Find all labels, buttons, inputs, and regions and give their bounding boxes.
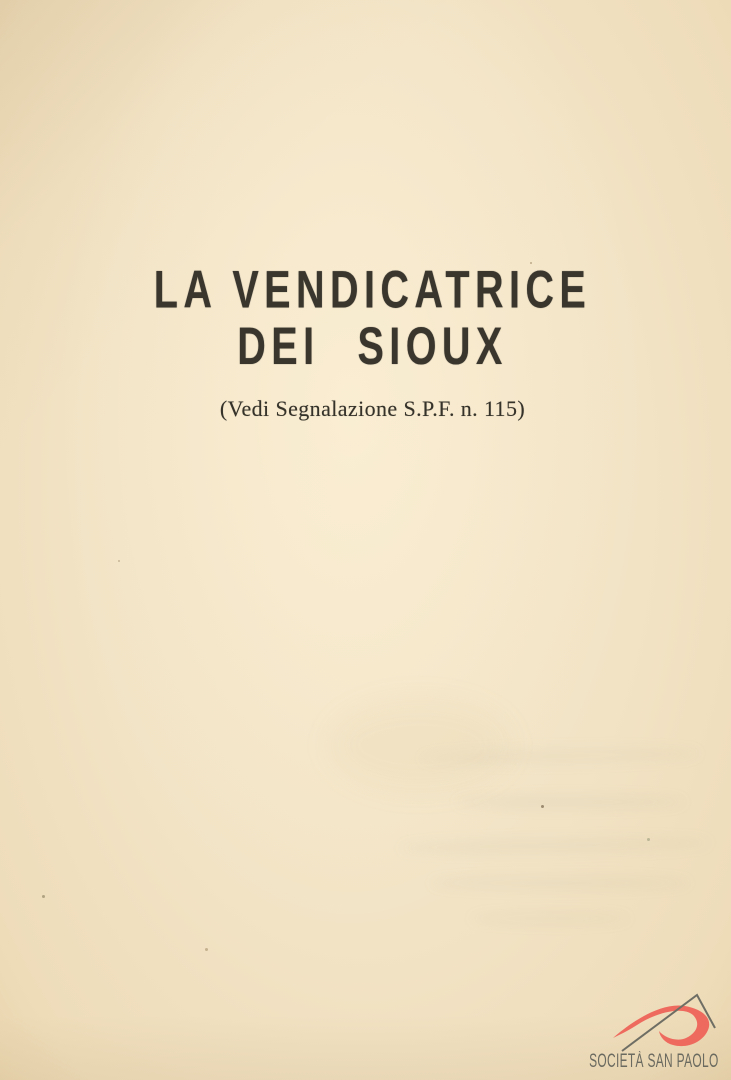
paper-speck xyxy=(647,838,650,841)
paper-speck xyxy=(541,805,544,808)
title-block xyxy=(7,262,731,422)
san-paolo-logo-icon xyxy=(590,985,726,1053)
paper-speck xyxy=(118,560,120,562)
page-title-line1: LA VENDICATRICE xyxy=(153,260,592,320)
show-through-line xyxy=(470,912,630,925)
swoosh-icon xyxy=(613,1006,709,1047)
show-through-line xyxy=(455,795,685,809)
publisher-name: SOCIETÀ SAN PAOLO xyxy=(589,1051,719,1072)
paper-stain xyxy=(330,700,510,790)
page-title xyxy=(44,262,702,375)
show-through-line xyxy=(400,835,710,855)
subtitle-reference: (Vedi Segnalazione S.P.F. n. 115) xyxy=(219,396,526,421)
page-title-line2: DEI SIOUX xyxy=(237,317,508,376)
show-through-line xyxy=(430,876,690,890)
show-through-line xyxy=(420,746,700,767)
paper-speck xyxy=(205,948,208,951)
paper-speck xyxy=(42,895,45,898)
